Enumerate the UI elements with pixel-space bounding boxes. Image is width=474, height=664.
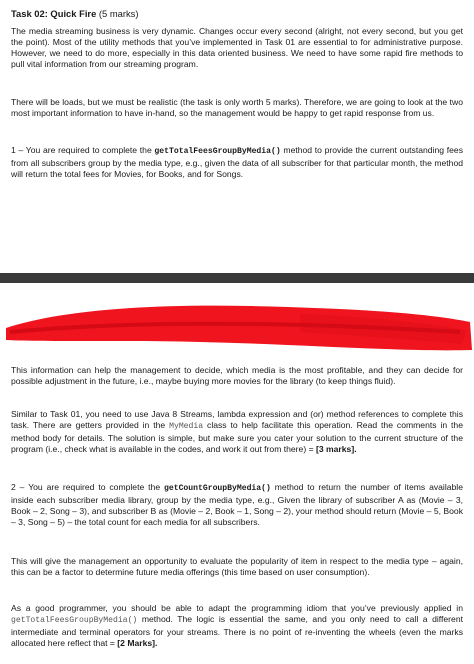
task-title: Task 02: Quick Fire [11, 8, 97, 19]
paragraph-good-programmer [11, 603, 463, 649]
paragraph-management-info: This information can help the management to decide, which media is the most profitable, and they can decide for possible adjustment in the future, i.e., maybe buying more movies for the library (to keep things fluid). [11, 365, 463, 386]
task-2-intro-text: 2 – You are required to complete the [11, 482, 164, 492]
method-name-count: getCountGroupByMedia() [164, 484, 271, 493]
page-bottom [0, 292, 474, 664]
class-name-mymedia: MyMedia [169, 421, 204, 431]
redaction-scribble [0, 292, 474, 362]
task-2-description: method to return the number of items available inside each subscriber media library, group by the media type, e.g., Given the library of subscriber A as (Movie – 3, Book – 2, Song – 3), and subscriber B as (Movie – 2, Book – 1, Song – 2), your method should return (Movie – 5, Book – 3, Song – 5) – the total count for each media for all subscribers. [11, 482, 463, 527]
paragraph-similar-task [11, 409, 463, 455]
programmer-text: As a good programmer, you should be able to adapt the programming idiom that you’ve previously applied in [11, 603, 463, 613]
programmer-details: method. The logic is essential the same, and you only need to call a different intermediate and terminal operators for your streams. There is no point of re-inventing the wheels (even the marks allocated here reflect that = [11, 613, 463, 648]
paragraph-intro: The media streaming business is very dynamic. Changes occur every second (alright, not every second, but you get the point). Most of the utility methods that you’ve implemented in Task 01 are essential to for administrative purpose. However, we need to do more, especially in this data oriented business. We need to have some rapid fire methods to pull vital information from our streaming program. [11, 26, 463, 69]
paragraph-evaluate: This will give the management an opportunity to evaluate the popularity of item in respect to the media type – again, this can be a factor to determine future media offerings (this time based on user consumption). [11, 556, 463, 577]
marks-label-3: [3 marks]. [315, 443, 357, 454]
method-name-total-fees: getTotalFeesGroupByMedia() [154, 147, 281, 156]
task-1-description: method to provide the current outstanding fees from all subscribers group by the media type, e.g., given the data of all subscriber for that particular month, the method will return the total fees for Movies, for Books, and for Songs. [11, 145, 463, 179]
similar-task-details: class to help facilitate this operation. Read the comments in the method body for details. The solution is simple, but make sure you cater your solution to the current structure of the program (i.e., check what is available in the codes, and work it out from there) = [11, 419, 463, 454]
method-name-total-fees-ref: getTotalFeesGroupByMedia() [11, 615, 138, 625]
task-marks: (5 marks) [98, 8, 139, 19]
paragraph-realistic: There will be loads, but we must be realistic (the task is only worth 5 marks). Therefore, we are going to look at the two most important information to have in-hand, so the management would be happy to get rapid response from us. [11, 97, 463, 118]
marks-label-2: [2 Marks]. [117, 637, 158, 648]
similar-task-text: Similar to Task 01, you need to use Java 8 Streams, lambda expression and (or) method references to complete this task. There are getters provided in the [11, 409, 463, 430]
paragraph-task-2 [11, 482, 463, 528]
page-divider [0, 273, 474, 283]
page-top [0, 0, 474, 262]
paragraph-task-1 [11, 145, 463, 180]
task-heading [11, 8, 138, 20]
task-1-intro-text: 1 – You are required to complete the [11, 145, 155, 155]
